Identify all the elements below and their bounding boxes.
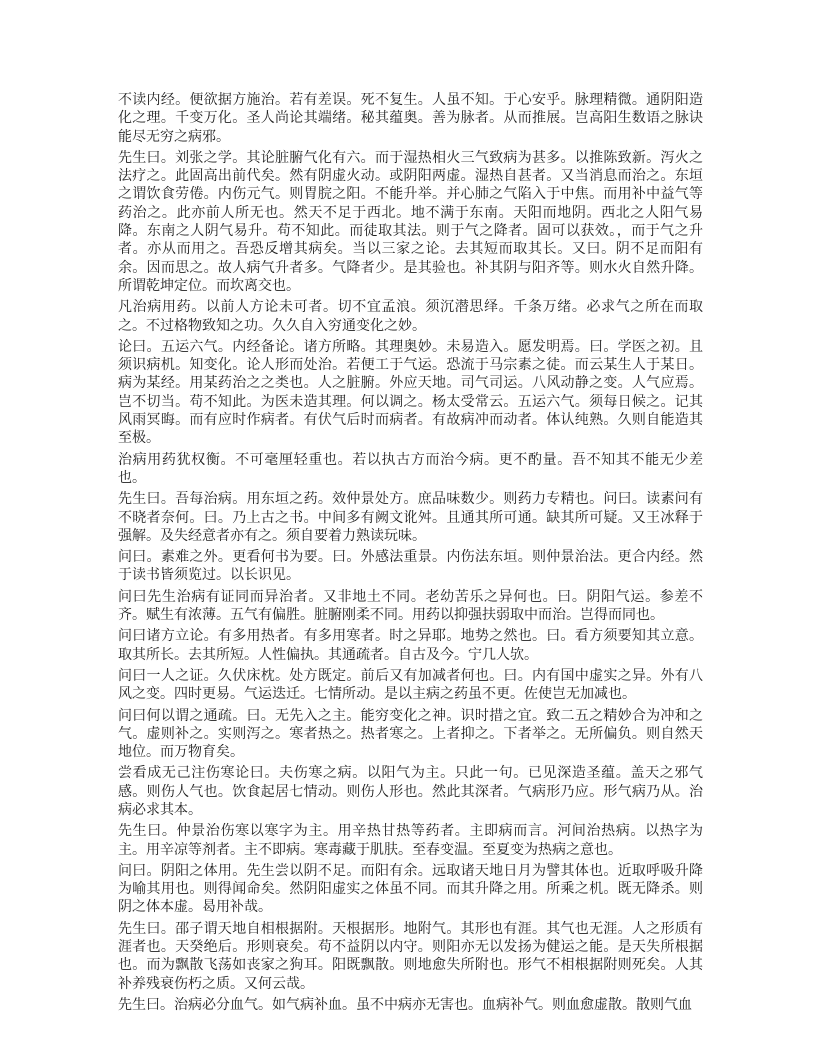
paragraph: 不读内经。便欲据方施治。若有差误。死不复生。人虽不知。于心安乎。脉理精微。通阴阳造化之理。千变万化。圣人尚论其端绪。秘其蕴奥。善为脉者。从而推展。岂高阳生数语之脉诀能尽无穷之病邪。 bbox=[118, 93, 703, 145]
paragraph: 治病用药犹权衡。不可毫厘轻重也。若以执古方而治今病。更不酌量。吾不知其不能无少差也。 bbox=[118, 452, 703, 486]
paragraph: 先生曰。刘张之学。其论脏腑气化有六。而于湿热相火三气致病为甚多。以推陈致新。泻火之法疗之。此固高出前代矣。然有阴虚火动。或阴阳两虚。湿热自甚者。又当消息而治之。东垣之谓饮食劳倦。内伤元气。则胃脘之阳。不能升举。并心肺之气陷入于中焦。而用补中益气等药治之。此亦前人所无也。然天不足于西北。地不满于东南。天阳而地阴。西北之人阳气易降。东南之人阴气易升。苟不知此。而徒取其法。则于气之降者。固可以获效。，而于气之升者。亦从而用之。吾恐反增其病矣。当以三家之论。去其短而取其长。又曰。阴不足而阳有余。因而思之。故人病气升者多。气降者少。是其验也。补其阴与阳齐等。则水火自然升降。所谓乾坤定位。而坎离交也。 bbox=[118, 150, 703, 294]
paragraph: 尝看成无己注伤寒论曰。夫伤寒之病。以阳气为主。只此一句。已见深造圣蕴。盖天之邪气感。则伤人气也。饮食起居七情动。则伤人形也。然此其深者。气病形乃应。形气病乃从。治病必求其本。 bbox=[118, 766, 703, 818]
paragraph: 问曰诸方立论。有多用热者。有多用寒者。时之异耶。地势之然也。曰。看方须要知其立意。取其所长。去其所短。人性偏执。其通疏者。自古及今。宁几人欤。 bbox=[118, 629, 703, 663]
paragraph: 先生曰。治病必分血气。如气病补血。虽不中病亦无害也。血病补气。则血愈虚散。散则气血 bbox=[118, 997, 692, 1013]
paragraph: 问曰一人之证。久伏床枕。处方既定。前后又有加减者何也。曰。内有国中虚实之异。外有八风之变。四时更易。气运迭迁。七情所动。是以主病之药虽不更。佐使岂无加减也。 bbox=[118, 668, 703, 703]
text-body bbox=[118, 92, 703, 1018]
paragraph: 先生曰。邵子谓天地自相根据附。天根据形。地附气。其形也有涯。其气也无涯。人之形质有涯者也。天癸绝后。形则衰矣。苟不益阴以内守。则阳亦无以发扬为健运之能。是天失所根据也。而为飘散飞荡如丧家之狗耳。阳既飘散。则地愈失所附也。形气不相根据附则死矣。人其补养残衰伤朽之质。又何云哉。 bbox=[118, 921, 703, 992]
paragraph: 论曰。五运六气。内经备论。诸方所略。其理奥妙。未易造入。愿发明焉。曰。学医之初。且须识病机。知变化。论人形而处治。若便工于气运。恐流于马宗素之徒。而云某生人于某日。病为某经。用某药治之之类也。人之脏腑。外应天地。司气司运。八风动静之变。人气应焉。岂不切当。苟不知此。为医未造其理。何以调之。杨太受常云。五运六气。须每日候之。记其风雨冥晦。而有应时作病者。有伏气后时而病者。有故病冲而动者。体认纯熟。久则自能造其至极。 bbox=[118, 339, 703, 447]
paragraph: 先生曰。仲景治伤寒以寒字为主。用辛热甘热等药者。主即病而言。河间治热病。以热字为主。用辛凉等剂者。主不即病。寒毒藏于肌肤。至春变温。至夏变为热病之意也。 bbox=[118, 824, 703, 858]
paragraph: 先生曰。吾每治病。用东垣之药。效仲景处方。庶品味数少。则药力专精也。问曰。读素问有不晓者奈何。曰。乃上古之书。中间多有阙文讹舛。且通其所可通。缺其所可疑。又王冰释于强解。及失经意者亦有之。须自要着力熟读玩味。 bbox=[118, 492, 703, 544]
paragraph: 问曰先生治病有证同而异治者。又非地土不同。老幼苦乐之异何也。曰。阴阳气运。参差不齐。赋生有浓薄。五气有偏胜。脏腑刚柔不同。用药以抑强扶弱取中而治。岂得而同也。 bbox=[118, 589, 703, 624]
paragraph: 问曰何以谓之通疏。曰。无先入之主。能穷变化之神。识时措之宜。致二五之精妙合为冲和之气。虚则补之。实则泻之。寒者热之。热者寒之。上者抑之。下者举之。无所偏负。则自然天地位。而万物育矣。 bbox=[118, 708, 703, 761]
paragraph: 凡治病用药。以前人方论未可者。切不宜孟浪。须沉潜思绎。千条万绪。必求气之所在而取之。不过格物致知之功。久久自入穷通变化之妙。 bbox=[118, 300, 703, 334]
paragraph: 问曰。阴阳之体用。先生尝以阴不足。而阳有余。远取诸天地日月为譬其体也。近取呼吸升降为喻其用也。则得闻命矣。然阴阳虚实之体虽不同。而其升降之用。所乘之机。既无降杀。则阴之体本虚。曷用补哉。 bbox=[118, 863, 703, 916]
paragraph: 问曰。素难之外。更看何书为要。曰。外感法重景。内伤法东垣。则仲景治法。更合内经。然于读书皆须览过。以长识见。 bbox=[118, 550, 703, 584]
